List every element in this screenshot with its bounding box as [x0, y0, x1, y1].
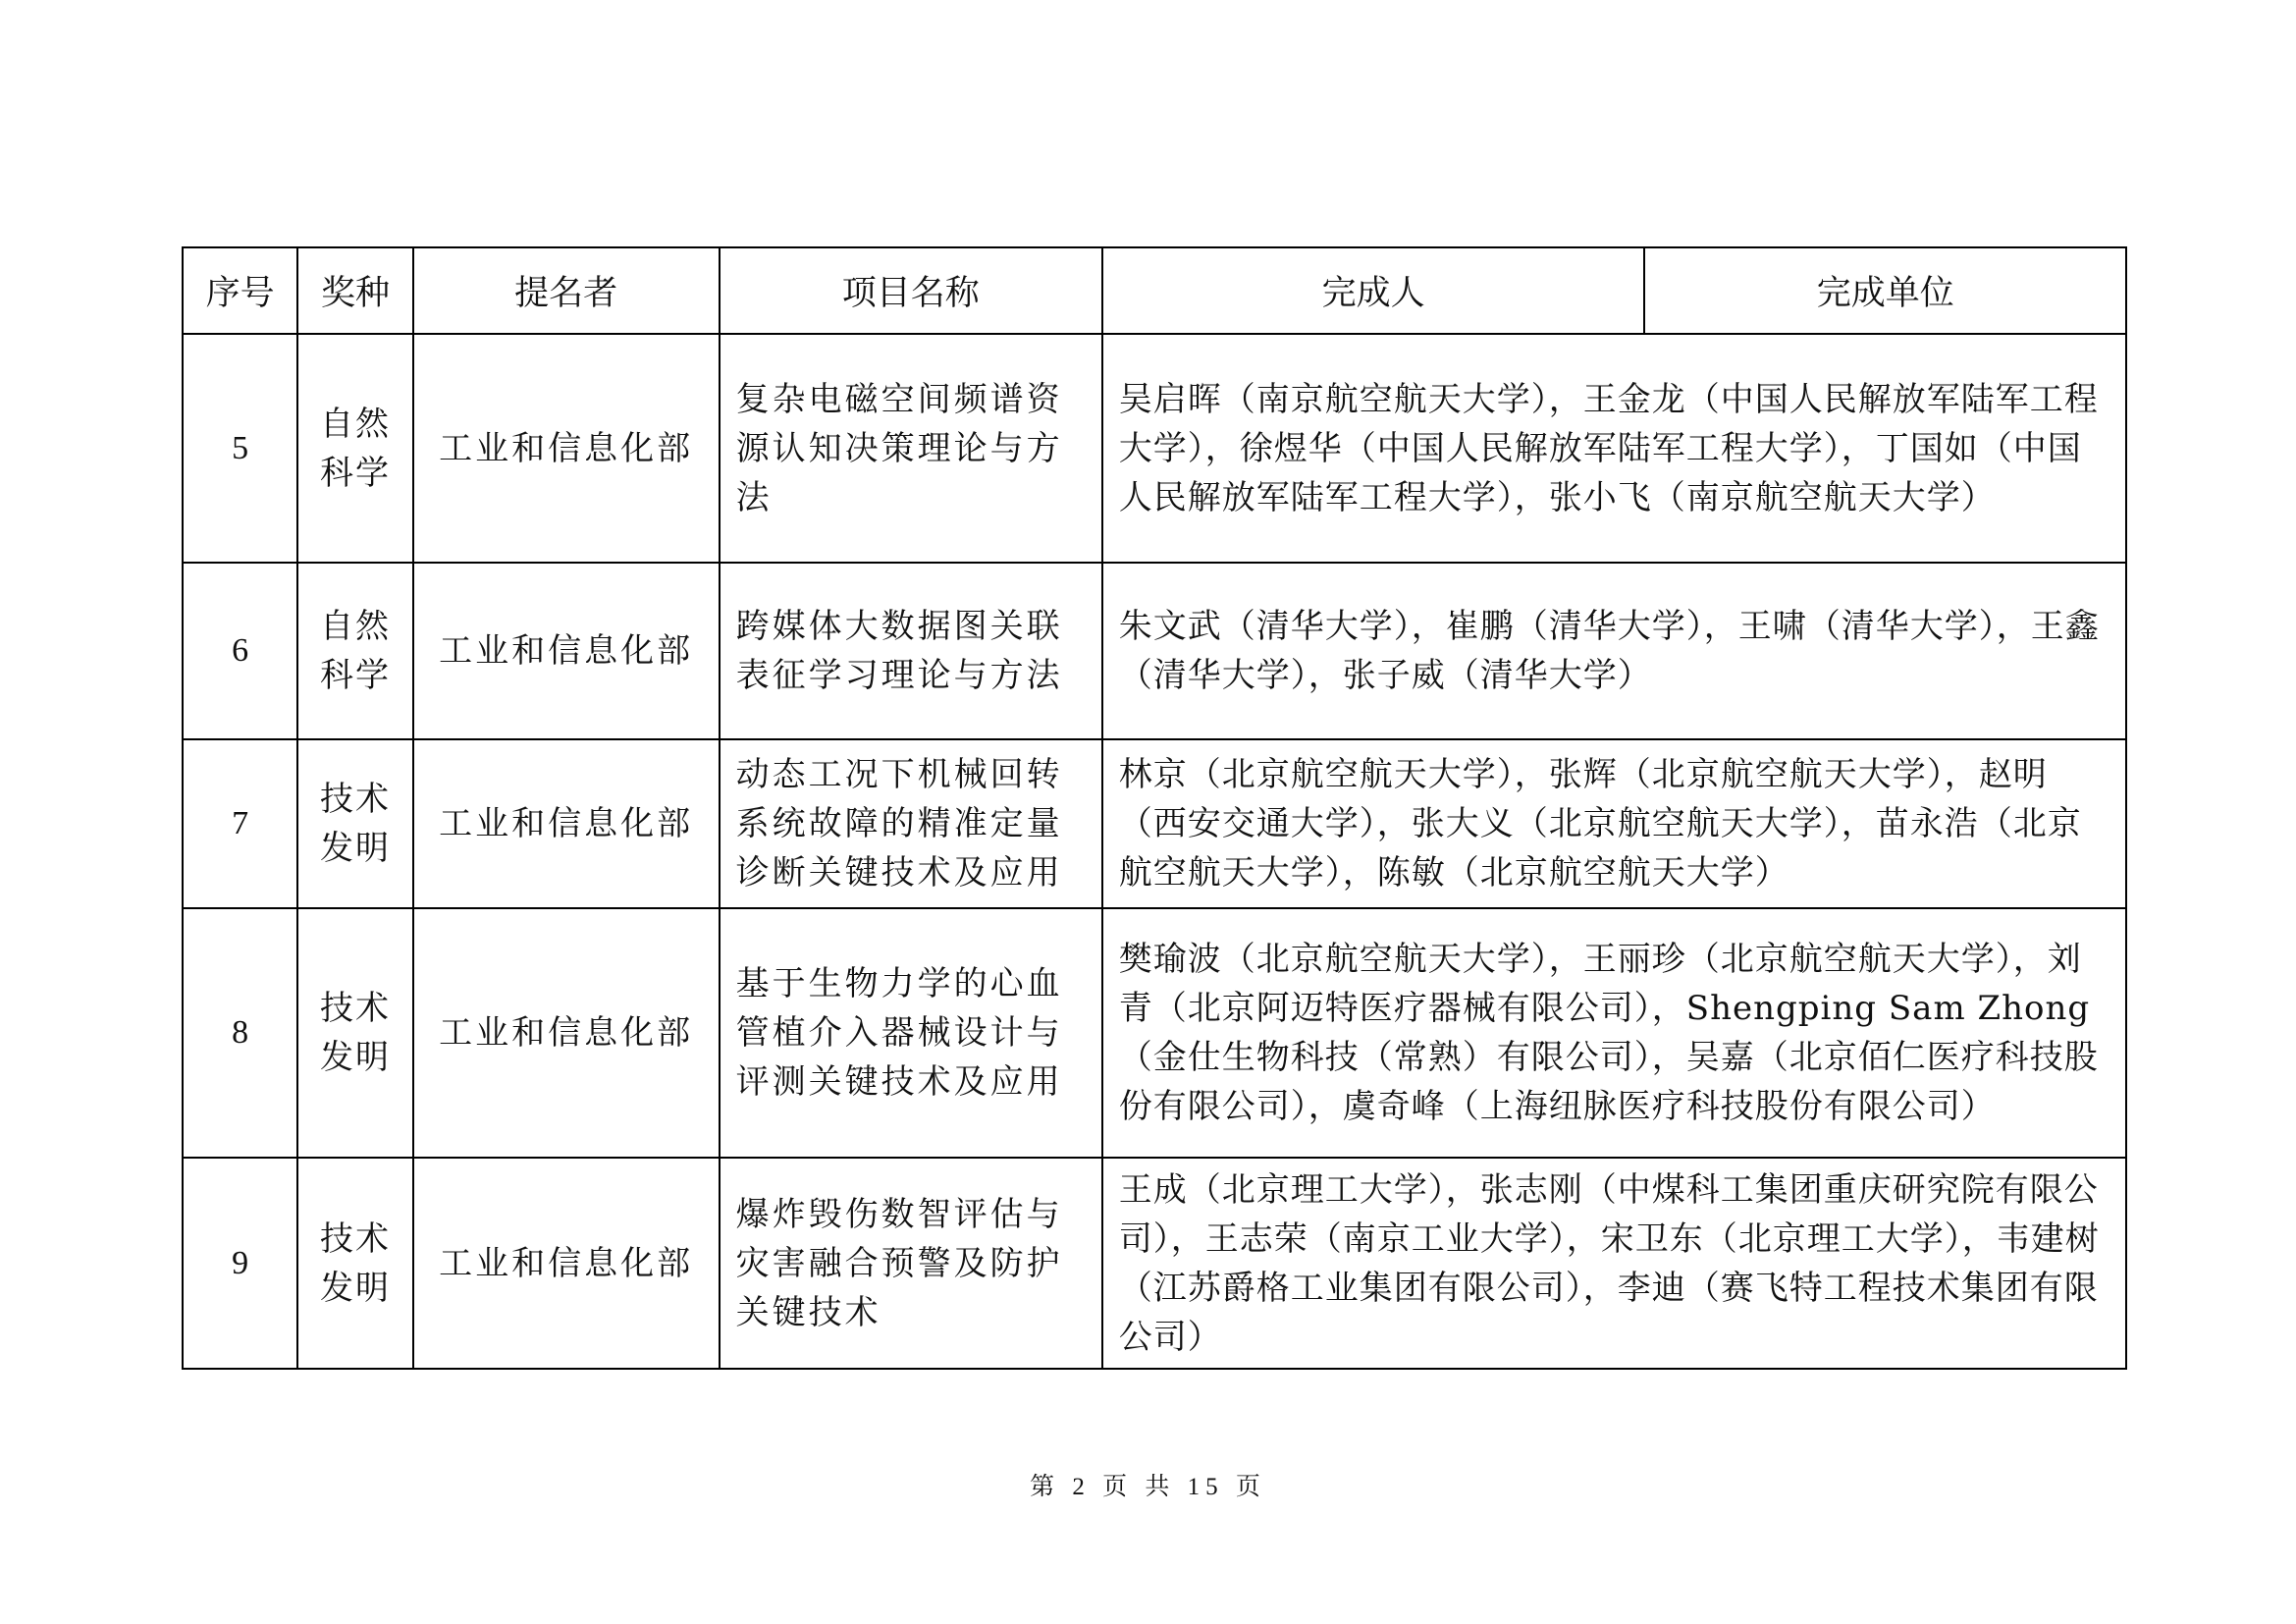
award-type-line: 技术 [320, 989, 392, 1028]
row-number: 9 [183, 1158, 297, 1369]
header-institutions: 完成单位 [1644, 247, 2126, 334]
award-type [297, 739, 412, 908]
nominator: 工业和信息化部 [413, 334, 720, 563]
contributors-and-institutions: 吴启晖（南京航空航天大学），王金龙（中国人民解放军陆军工程大学），徐煜华（中国人民解放军陆军工程大学），丁国如（中国人民解放军陆军工程大学），张小飞（南京航空航天大学） [1102, 334, 2126, 563]
project-name: 基于生物力学的心血管植介入器械设计与评测关键技术及应用 [720, 908, 1102, 1158]
award-type-line: 发明 [320, 1038, 392, 1077]
award-type [297, 908, 412, 1158]
award-type-line: 发明 [320, 829, 392, 868]
contributors-and-institutions: 林京（北京航空航天大学），张辉（北京航空航天大学），赵明（西安交通大学），张大义（北京航空航天大学），苗永浩（北京航空航天大学），陈敏（北京航空航天大学） [1102, 739, 2126, 908]
award-type-line: 自然 [320, 607, 392, 646]
project-name: 复杂电磁空间频谱资源认知决策理论与方法 [720, 334, 1102, 563]
row-number: 8 [183, 908, 297, 1158]
table-row [183, 739, 2126, 908]
award-type [297, 563, 412, 739]
table-row [183, 908, 2126, 1158]
award-type [297, 334, 412, 563]
header-award-type: 奖种 [297, 247, 412, 334]
table-row [183, 563, 2126, 739]
award-type-line: 发明 [320, 1268, 392, 1308]
row-number: 5 [183, 334, 297, 563]
header-contributors: 完成人 [1102, 247, 1645, 334]
award-type-line: 自然 [320, 404, 392, 444]
row-number: 7 [183, 739, 297, 908]
awards-table [182, 246, 2127, 1370]
header-nominator: 提名者 [413, 247, 720, 334]
project-name: 动态工况下机械回转系统故障的精准定量诊断关键技术及应用 [720, 739, 1102, 908]
contributors-and-institutions: 樊瑜波（北京航空航天大学），王丽珍（北京航空航天大学），刘青（北京阿迈特医疗器械有限公司），Shengping Sam Zhong（金仕生物科技（常熟）有限公司），吴嘉（北京佰仁医疗科技股份有限公司），虞奇峰（上海纽脉医疗科技股份有限公司） [1102, 908, 2126, 1158]
project-name: 跨媒体大数据图关联表征学习理论与方法 [720, 563, 1102, 739]
header-project-name: 项目名称 [720, 247, 1102, 334]
row-number: 6 [183, 563, 297, 739]
award-type-line: 科学 [320, 453, 392, 493]
award-type-line: 技术 [320, 780, 392, 819]
contributors-and-institutions: 王成（北京理工大学），张志刚（中煤科工集团重庆研究院有限公司），王志荣（南京工业大学），宋卫东（北京理工大学），韦建树（江苏爵格工业集团有限公司），李迪（赛飞特工程技术集团有限公司） [1102, 1158, 2126, 1369]
project-name: 爆炸毁伤数智评估与灾害融合预警及防护关键技术 [720, 1158, 1102, 1369]
award-type [297, 1158, 412, 1369]
page-footer: 第 2 页 共 15 页 [1030, 1474, 1266, 1500]
award-type-line: 科学 [320, 656, 392, 695]
nominator: 工业和信息化部 [413, 739, 720, 908]
table-row [183, 334, 2126, 563]
nominator: 工业和信息化部 [413, 1158, 720, 1369]
nominator: 工业和信息化部 [413, 908, 720, 1158]
award-type-line: 技术 [320, 1218, 392, 1259]
header-number: 序号 [183, 247, 297, 334]
contributors-and-institutions: 朱文武（清华大学），崔鹏（清华大学），王啸（清华大学），王鑫（清华大学），张子威（清华大学） [1102, 563, 2126, 739]
nominator: 工业和信息化部 [413, 563, 720, 739]
table-header-row [183, 247, 2126, 334]
table-row [183, 1158, 2126, 1369]
